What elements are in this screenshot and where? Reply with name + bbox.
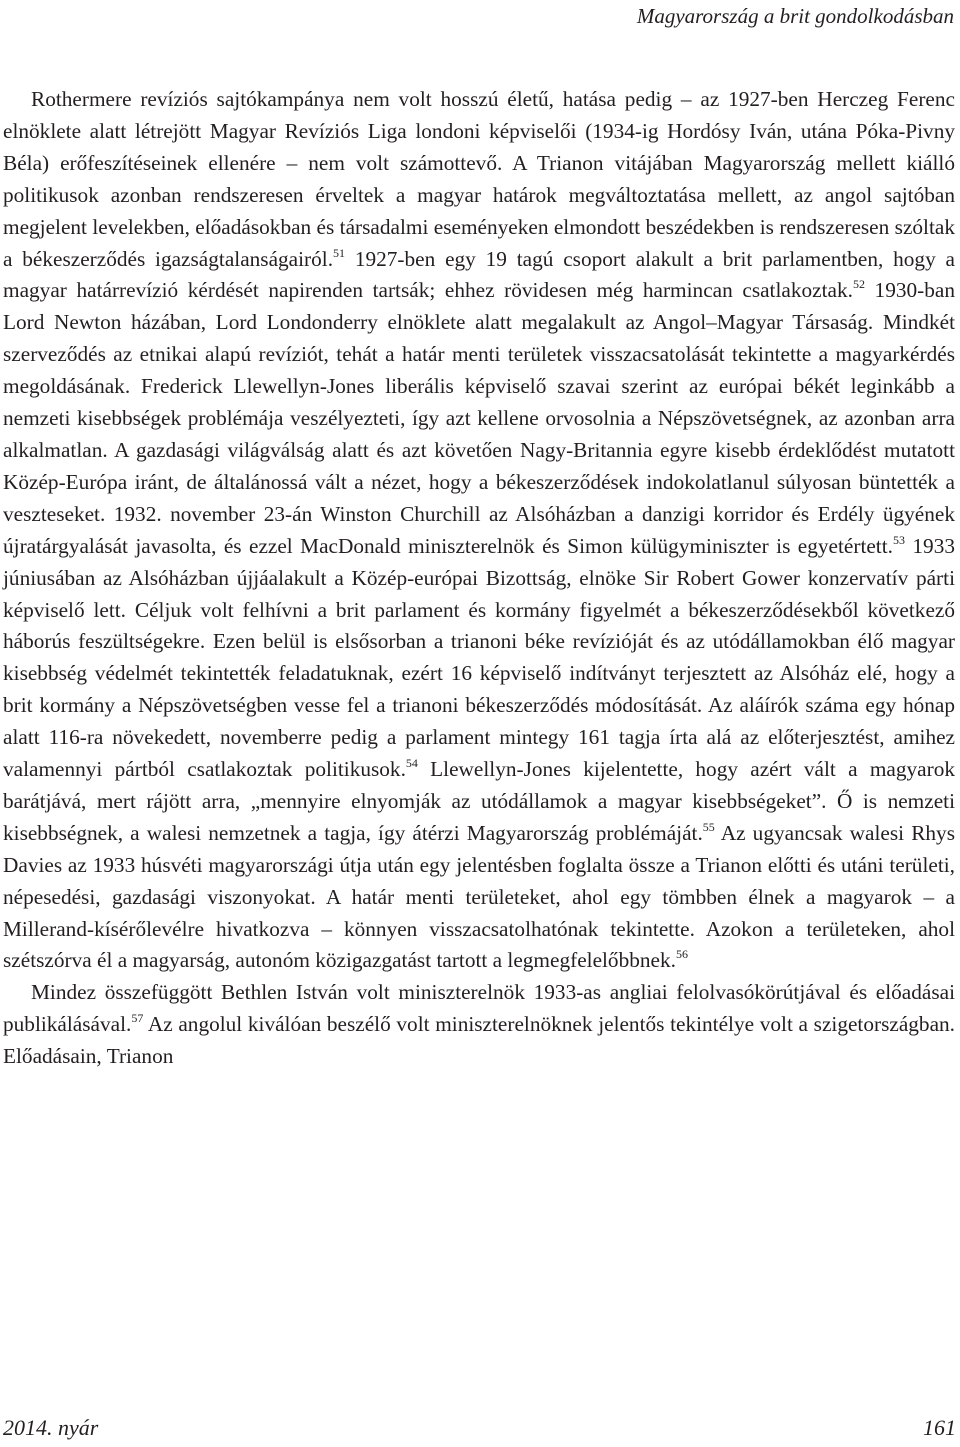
article-body	[3, 84, 955, 1073]
footnote-ref[interactable]: 56	[675, 947, 688, 962]
page-number: 161	[923, 1415, 956, 1440]
footnote-ref[interactable]: 55	[702, 819, 715, 834]
footnote-ref[interactable]: 52	[852, 277, 865, 292]
text-run: 1927-ben egy 19 tagú csoport alakult a brit parlamentben, hogy a magyar határrevízió kérdését napirenden tartsák; ehhez rövidesen még harmincan csatlakoztak.	[3, 246, 955, 303]
text-run: Az ugyancsak walesi Rhys Davies az 1933 húsvéti magyarországi útja után egy jelentésben foglalta össze a Trianon előtti és utáni területi, népesedési, gazdasági viszonyokat. A határ menti területeket, ahol egy tömbben élnek a magyarok – a Millerand-kísérőlevélre hivatkozva – könnyen visszacsatolhatónak tekintette. Azokon a területeken, ahol szétszórva él a magyarság, autonóm közigazgatást tartott a legmegfelelőbbnek.	[3, 820, 955, 973]
page-footer	[3, 1413, 956, 1443]
footnote-ref[interactable]: 51	[333, 245, 346, 260]
paragraph	[3, 84, 955, 977]
text-run: 1930-ban Lord Newton házában, Lord Londonderry elnöklete alatt megalakult az Angol–Magyar Társaság. Mindkét szerveződés az etnikai alapú revíziót, tehát a határ menti területek visszacsatolását tekintette a magyarkérdés megoldásának. Frederick Llewellyn-Jones liberális képviselő szavai szerint az európai békét leginkább a nemzeti kisebbségek problémája veszélyezteti, így azt kellene orvosolnia a Népszövetségnek, az azonban arra alkalmatlan. A gazdasági világválság alatt és azt követően Nagy-Britannia egyre kisebb érdeklődést mutatott Közép-Európa iránt, de általánossá vált a nézet, hogy a békeszerződések indokolatlanul súlyosan büntették a veszteseket. 1932. november 23-án Winston Churchill az Alsóházban a danzigi korridor és Erdély ügyének újratárgyalását javasolta, és ezzel MacDonald miniszterelnök és Simon külügyminiszter is egyetértett.	[3, 278, 955, 558]
text-run: Mindez összefüggött Bethlen István volt miniszterelnök 1933-as angliai felolvasókörútjával és előadásai publikálásával.	[3, 980, 955, 1037]
footnote-ref[interactable]: 54	[405, 756, 418, 771]
footnote-ref[interactable]: 53	[892, 532, 905, 547]
paragraph	[3, 977, 955, 1073]
footnote-ref[interactable]: 57	[131, 1011, 144, 1026]
text-run: Az angolul kiválóan beszélő volt miniszterelnöknek jelentős tekintélye volt a szigetországban. Előadásain, Trianon	[3, 1012, 955, 1069]
running-head-title: Magyarország a brit gondolkodásban	[636, 4, 954, 28]
text-run: Llewellyn-Jones kijelentette, hogy azért vált a magyarok barátjává, mert rájött arra, „mennyire elnyomják az utódállamok a magyar kisebbségeket”. Ő is nemzeti kisebbségnek, a walesi nemzetnek a tagja, így átérzi Magyarország problémáját.	[3, 757, 955, 845]
issue-label: 2014. nyár	[3, 1415, 99, 1440]
text-run: 1933 júniusában az Alsóházban újjáalakult a Közép-európai Bizottság, elnöke Sir Robert Gower konzervatív párti képviselő lett. Céljuk volt felhívni a brit parlament és kormány figyelmét a békeszerződésekből következő háborús feszültségekre. Ezen belül is elsősorban a trianoni béke revízióját és az utódállamokban élő magyar kisebbség védelmét tekintették feladatuknak, ezért 16 képviselő indítványt terjesztett az Alsóház elé, hogy a brit kormány a Népszövetségben vesse fel a trianoni békeszerződés módosítását. Az aláírók száma egy hónap alatt 116-ra növekedett, novemberre pedig a parlament mintegy 161 tagja írta alá az előterjesztést, amihez valamennyi pártból csatlakoztak politikusok.	[3, 533, 956, 782]
text-run: Rothermere revíziós sajtókampánya nem volt hosszú életű, hatása pedig – az 1927-ben Herczeg Ferenc elnöklete alatt létrejött Magyar Revíziós Liga londoni képviselői (1934-ig Hordósy Iván, utána Póka-Pivny Béla) erőfeszítéseinek ellenére – nem volt számottevő. A Trianon vitájában Magyarország mellett kiálló politikusok azonban rendszeresen érveltek a magyar határok megváltoztatása mellett, az angol sajtóban megjelent levelekben, előadásokban és társadalmi eseményeken elmondott beszédekben is rendszeresen szóltak a békeszerződés igazságtalanságairól.	[3, 87, 955, 271]
